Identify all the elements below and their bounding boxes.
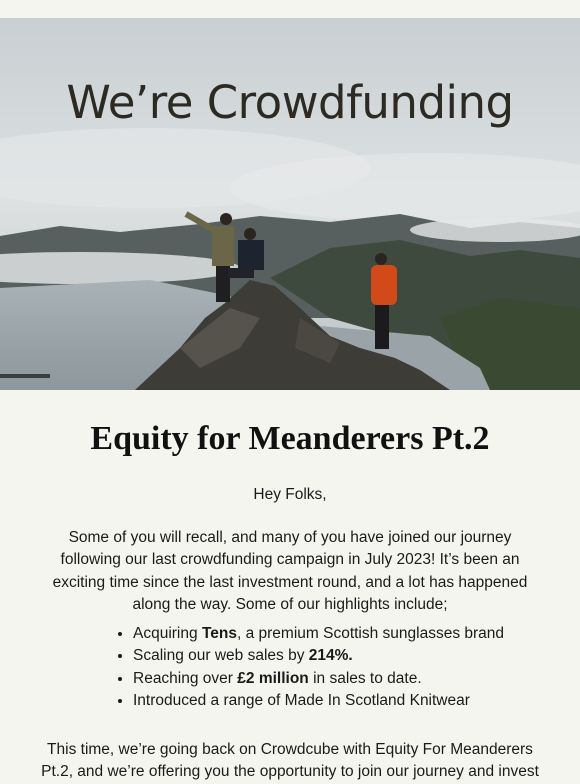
list-item: • Scaling our web sales by 214%. — [133, 645, 540, 668]
closing-paragraph: This time, we’re going back on Crowdcube with Equity For Meanderers Pt.2, and we’re offering you the opportunity to join our journey and invest — [41, 740, 539, 780]
list-item: • Reaching over £2 million in sales to date. — [133, 668, 540, 691]
top-spacer — [0, 0, 580, 18]
intro-paragraph: Some of you will recall, and many of you have joined our journey following our last crowdfunding campaign in July 2023! It’s been an exciting time since the last investment round, and a lot has happened along the way. Some of our highlights include; — [52, 528, 528, 613]
hero-image — [0, 18, 580, 390]
list-item: • Acquiring Tens, a premium Scottish sunglasses brand — [133, 623, 540, 646]
list-item: • Introduced a range of Made In Scotland Knitwear — [133, 690, 540, 713]
hero-banner[interactable] — [0, 18, 580, 390]
highlights-list — [113, 623, 540, 713]
hero-title: We’re Crowdfunding — [66, 76, 514, 129]
greeting-text: Hey Folks, — [253, 486, 327, 503]
page-title: Equity for Meanderers Pt.2 — [90, 420, 490, 457]
email-body — [0, 420, 580, 784]
